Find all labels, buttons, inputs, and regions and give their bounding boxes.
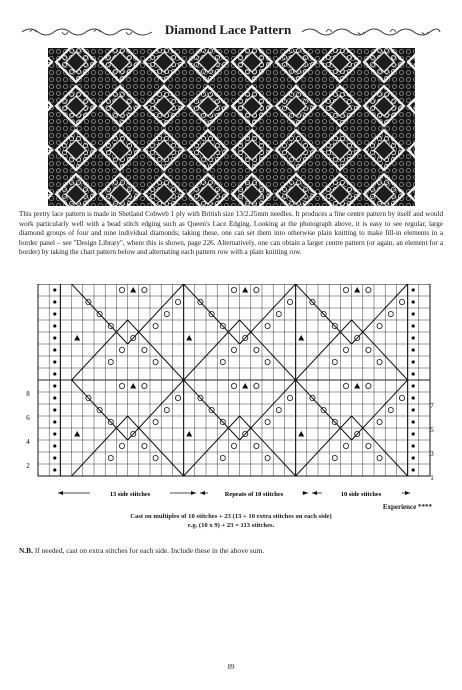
row-number-2: 2 bbox=[26, 462, 30, 470]
lace-photograph bbox=[48, 48, 415, 206]
row-number-8: 8 bbox=[26, 390, 30, 398]
legend-repeats: Repeats of 10 stitches bbox=[224, 491, 284, 498]
legend-side-10: 10 side stitches bbox=[340, 491, 382, 498]
nb-label: N.B. bbox=[19, 546, 33, 555]
nb-note bbox=[19, 546, 264, 555]
chart-legend bbox=[58, 488, 410, 498]
cast-on-line-1: Cast on multiples of 10 stitches + 23 (13 + 10 extra stitches on each side) bbox=[130, 513, 332, 520]
row-number-3: 3 bbox=[430, 450, 434, 458]
page-title: Diamond Lace Pattern bbox=[164, 22, 292, 37]
row-number-5: 5 bbox=[430, 426, 434, 434]
row-number-6: 6 bbox=[26, 414, 30, 422]
row-number-1: 1 bbox=[430, 474, 434, 482]
intro-paragraph: This pretty lace pattern is made in Shetland Cobweb 1 ply with British size 13/2.25mm needles. It produces a fine centre pattern by itself and would work particularly well with a bead stitch edging such as Queen's Lace Edging. Looking at the photograph above, it is easy to see regular, large diamond groups of four and nine individual diamonds; taking these, one can set them into otherwise plain knitting to make fill-in elements in a border panel – see "Design Library", where this is shown, page 226. Alternatively, one can obtain a larger centre pattern (or again, an element for a border) by taking the chart pattern below and alternating each pattern row with a plain knitting row. bbox=[19, 210, 443, 257]
knitting-chart bbox=[18, 284, 442, 514]
page-number: 89 bbox=[227, 663, 235, 671]
right-scroll-ornament bbox=[300, 26, 442, 38]
legend-side-13: 13 side stitches bbox=[109, 491, 151, 498]
experience-rating: Experience **** bbox=[382, 503, 432, 511]
page-header bbox=[0, 20, 462, 44]
left-scroll-ornament bbox=[20, 26, 155, 38]
chart-grid bbox=[38, 284, 430, 476]
cast-on-instructions bbox=[0, 512, 462, 530]
nb-text: If needed, cast on extra stitches for each side. Include these in the above sum. bbox=[34, 546, 265, 555]
cast-on-line-2: e.g. (10 x 9) + 23 = 113 stitches. bbox=[187, 522, 275, 529]
row-number-4: 4 bbox=[26, 438, 30, 446]
row-number-7: 7 bbox=[430, 402, 434, 410]
